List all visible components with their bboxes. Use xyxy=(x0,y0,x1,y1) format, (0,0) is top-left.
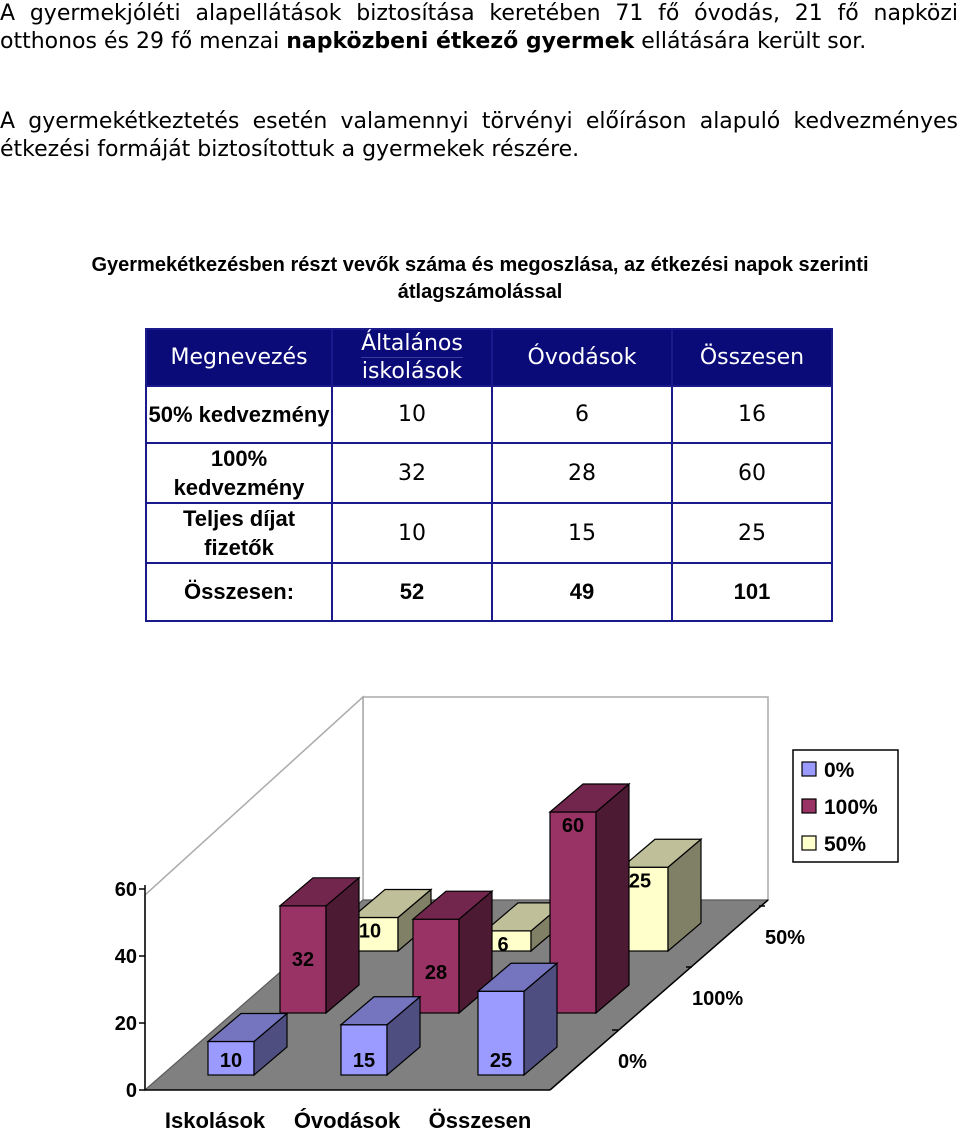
cell-total: 60 xyxy=(672,443,832,503)
data-label: 15 xyxy=(352,1050,376,1072)
legend-swatch xyxy=(802,836,816,850)
cell-school: 32 xyxy=(332,443,492,503)
cell-kindergarten: 28 xyxy=(492,443,672,503)
data-label: 60 xyxy=(561,815,585,837)
child-meals-paragraph: A gyermekétkeztetés esetén valamennyi törvényi előíráson alapuló kedvezményes étkezési formáját biztosítottuk a gyermekek részére. xyxy=(0,109,958,162)
depth-tick-label: 0% xyxy=(618,1051,647,1073)
total-overall: 101 xyxy=(672,563,832,621)
header-total: Összesen xyxy=(672,329,832,386)
row-label: 100% kedvezmény xyxy=(146,443,332,503)
data-label: 25 xyxy=(489,1050,513,1072)
depth-tick-label: 50% xyxy=(765,927,806,949)
bar-side xyxy=(596,784,629,1013)
data-label: 10 xyxy=(358,920,382,943)
intro-text-start: A gyermekjóléti alapellátások biztosítása keretében 71 fő óvodás, 21 fő napközi otthonos és 29 fő menzai xyxy=(0,1,958,54)
intro-text-bold: napközbeni étkező gyermek xyxy=(286,29,635,54)
legend-label: 50% xyxy=(824,833,867,856)
row-label: Teljes díjat fizetők xyxy=(146,503,332,563)
cell-total: 16 xyxy=(672,386,832,443)
data-label: 25 xyxy=(628,870,652,893)
header-school-line1: Általános xyxy=(361,331,463,356)
y-tick-label: 20 xyxy=(114,1013,137,1035)
legend-swatch xyxy=(802,762,816,776)
total-row-label: Összesen: xyxy=(146,563,332,621)
table-caption: Gyermekétkezésben részt vevők száma és megoszlása, az étkezési napok szerinti átlagszámolással xyxy=(91,254,869,303)
x-tick-label: Összesen xyxy=(428,1108,532,1131)
intro-text-end: ellátására került sor. xyxy=(634,29,867,54)
legend-label: 100% xyxy=(824,796,878,819)
cell-kindergarten: 6 xyxy=(492,386,672,443)
row-label: 50% kedvezmény xyxy=(146,386,332,443)
chart-legend xyxy=(793,750,898,862)
header-kindergarten: Óvodások xyxy=(492,329,672,386)
y-tick-label: 60 xyxy=(114,879,137,901)
data-label: 10 xyxy=(219,1050,243,1072)
y-tick-label: 0 xyxy=(125,1080,137,1102)
header-school-line2: iskolások xyxy=(361,359,463,384)
data-label: 6 xyxy=(497,933,509,956)
cell-kindergarten: 15 xyxy=(492,503,672,563)
total-school: 52 xyxy=(332,563,492,621)
x-tick-label: Iskolások xyxy=(164,1108,266,1131)
y-tick-label: 40 xyxy=(114,946,137,968)
cell-school: 10 xyxy=(332,386,492,443)
legend-label: 0% xyxy=(824,759,855,782)
header-name: Megnevezés xyxy=(146,329,332,386)
depth-tick-label: 100% xyxy=(692,988,744,1010)
data-label: 28 xyxy=(424,962,448,985)
x-tick-label: Óvodások xyxy=(293,1108,401,1131)
legend-swatch xyxy=(802,799,816,813)
total-kindergarten: 49 xyxy=(492,563,672,621)
cell-total: 25 xyxy=(672,503,832,563)
data-label: 32 xyxy=(291,948,315,971)
cell-school: 10 xyxy=(332,503,492,563)
